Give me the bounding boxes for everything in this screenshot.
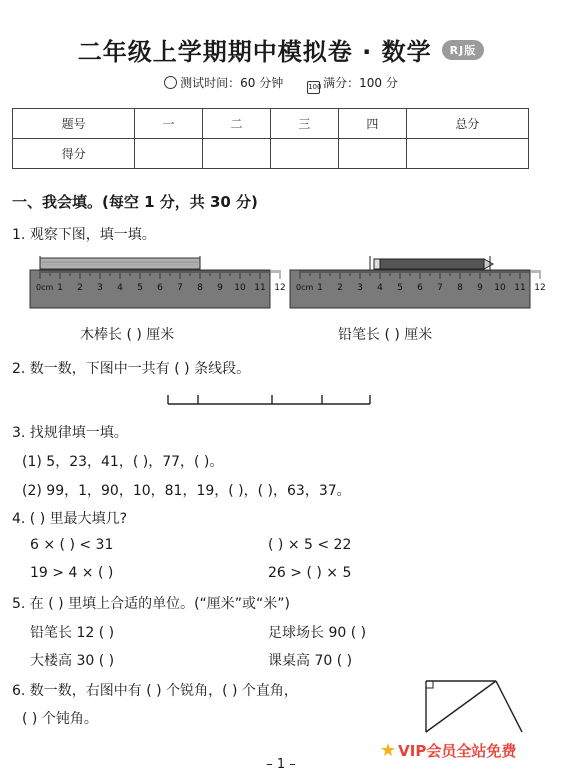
ruler-tick-label: 3 <box>357 283 363 293</box>
table-header: 总分 <box>406 109 528 139</box>
section-title: 一、我会填。(每空 1 分，共 30 分) <box>12 193 258 211</box>
ruler-start-label: 0cm <box>296 283 314 292</box>
ruler-tick-label: 1 <box>57 283 63 293</box>
question-6-line1: 6. 数一数，右图中有 ( ) 个锐角，( ) 个直角， <box>12 683 298 699</box>
question-5-r1-right: 足球场长 90 ( ) <box>268 625 367 641</box>
ruler-tick-label: 5 <box>137 283 143 293</box>
score-cell[interactable] <box>406 139 528 169</box>
ruler-tick-label: 3 <box>97 283 103 293</box>
question-4-r1-right: ( ) × 5 < 22 <box>268 537 352 553</box>
table-header: 三 <box>270 109 338 139</box>
score-cell[interactable] <box>135 139 203 169</box>
exam-info <box>0 74 562 94</box>
question-3a: (1) 5，23，41，( )，77，( )。 <box>22 454 224 470</box>
pencil-shape <box>374 259 484 269</box>
question-6-line2: ( ) 个钝角。 <box>22 711 98 727</box>
ruler-tick-label: 8 <box>197 283 203 293</box>
edition-badge: RJ版 <box>442 40 485 60</box>
table-header: 一 <box>135 109 203 139</box>
question-2: 2. 数一数，下图中一共有 ( ) 条线段。 <box>12 361 251 377</box>
table-row <box>13 139 529 169</box>
question-5-r2-left: 大楼高 30 ( ) <box>30 653 115 669</box>
ruler-tick-label: 4 <box>377 283 383 293</box>
question-4-r2-right: 26 > ( ) × 5 <box>268 565 352 581</box>
ruler-tick-label: 10 <box>494 283 506 293</box>
question-4-r2-left: 19 > 4 × ( ) <box>30 565 114 581</box>
ruler-tick-label: 11 <box>254 283 266 293</box>
ruler-tick-label: 9 <box>477 283 483 293</box>
table-header: 四 <box>338 109 406 139</box>
ruler-stick-svg <box>30 256 286 312</box>
title-text: 二年级上学期期中模拟卷 · 数学 <box>77 38 432 66</box>
ruler-pencil-figure <box>290 256 546 316</box>
ruler-pencil-svg <box>290 256 546 312</box>
clock-icon <box>164 76 177 89</box>
score-table <box>12 108 529 169</box>
vip-watermark[interactable]: ★ VIP会员全站免费 <box>380 740 517 761</box>
question-4-r1-left: 6 × ( ) < 31 <box>30 537 114 553</box>
ruler-tick-label: 10 <box>234 283 246 293</box>
score-icon: 100 <box>307 81 320 94</box>
ruler-tick-label: 7 <box>437 283 443 293</box>
caption-pencil: 铅笔长 ( ) 厘米 <box>338 327 433 343</box>
score-cell[interactable] <box>203 139 271 169</box>
ruler-tick-label: 5 <box>397 283 403 293</box>
ruler-tick-label: 11 <box>514 283 526 293</box>
stick-shape <box>40 258 200 269</box>
question-1: 1. 观察下图，填一填。 <box>12 227 156 243</box>
time-info: 测试时间：60 分钟 <box>164 74 283 91</box>
ruler-tick-label: 4 <box>117 283 123 293</box>
ruler-tick-label: 2 <box>337 283 343 293</box>
question-3b: (2) 99，1，90，10，81，19，( )，( )，63，37。 <box>22 483 351 499</box>
ruler-tick-label: 6 <box>157 283 163 293</box>
ruler-tick-label: 6 <box>417 283 423 293</box>
table-header: 二 <box>203 109 271 139</box>
question-5: 5. 在 ( ) 里填上合适的单位。(“厘米”或“米”) <box>12 596 291 612</box>
table-header: 题号 <box>13 109 135 139</box>
score-cell[interactable] <box>338 139 406 169</box>
ruler-tick-label: 12 <box>274 283 286 293</box>
score-cell[interactable] <box>270 139 338 169</box>
page-number: – 1 – <box>266 757 296 772</box>
star-icon: ★ <box>380 740 397 761</box>
ruler-tick-label: 7 <box>177 283 183 293</box>
question-5-r1-left: 铅笔长 12 ( ) <box>30 625 115 641</box>
row-label: 得分 <box>13 139 135 169</box>
caption-stick: 木棒长 ( ) 厘米 <box>80 327 175 343</box>
question-5-r2-right: 课桌高 70 ( ) <box>268 653 353 669</box>
question-3: 3. 找规律填一填。 <box>12 425 128 441</box>
angle-figure <box>418 676 528 732</box>
table-row <box>13 109 529 139</box>
ruler-tick-label: 9 <box>217 283 223 293</box>
line-segments-figure <box>165 390 375 410</box>
ruler-stick-figure <box>30 256 286 316</box>
ruler-tick-label: 1 <box>317 283 323 293</box>
ruler-start-label: 0cm <box>36 283 54 292</box>
ruler-tick-label: 2 <box>77 283 83 293</box>
question-4: 4. ( ) 里最大填几? <box>12 511 128 527</box>
page-title <box>0 32 562 67</box>
ruler-tick-label: 12 <box>534 283 546 293</box>
score-info: 100 满分：100 分 <box>307 74 398 94</box>
ruler-tick-label: 8 <box>457 283 463 293</box>
